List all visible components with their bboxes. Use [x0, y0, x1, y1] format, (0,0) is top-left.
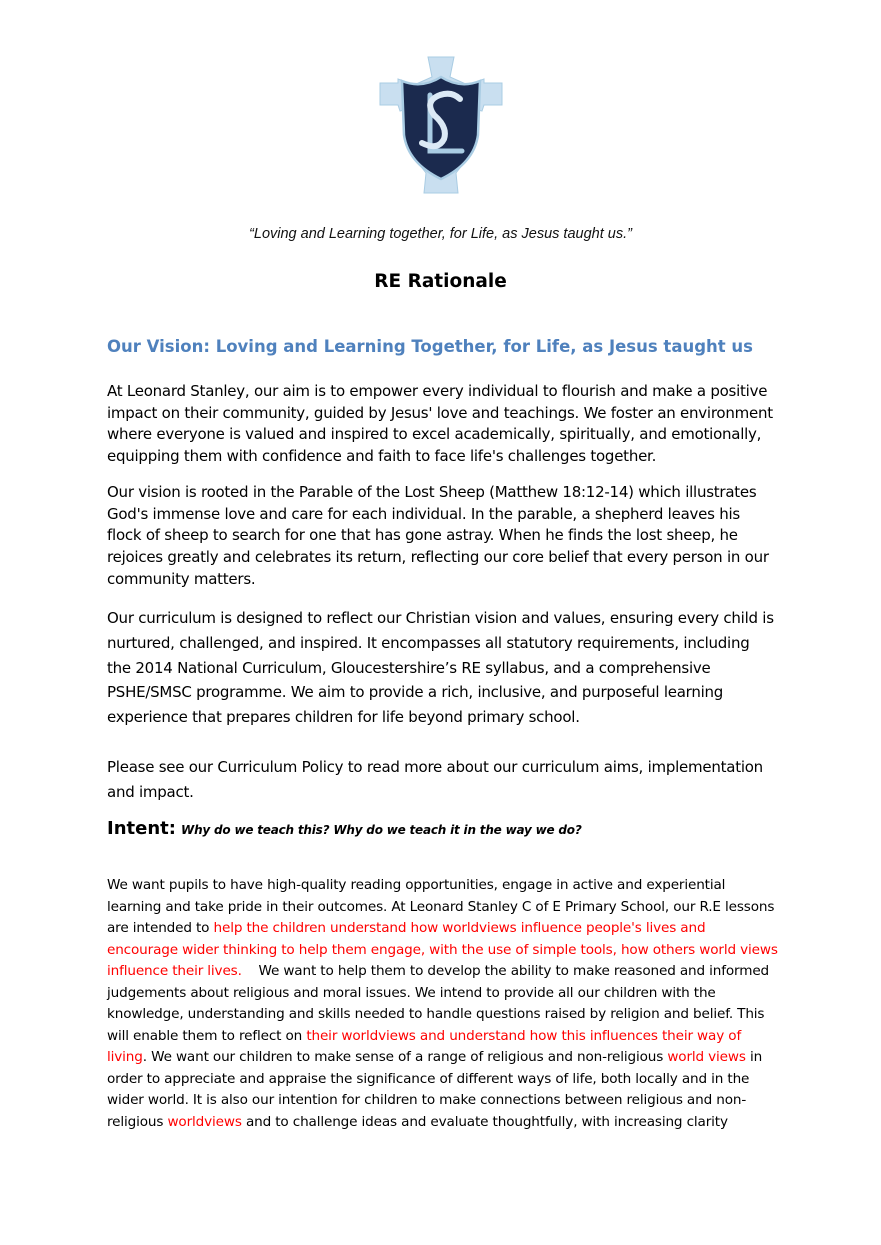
- vision-heading: Our Vision: Loving and Learning Together, for Life, as Jesus taught us: [107, 337, 753, 356]
- vision-paragraph-2: Our vision is rooted in the Parable of the Lost Sheep (Matthew 18:12-14) which illustrates God's immense love and care for each individual. In the parable, a shepherd leaves his flock of sheep to search for one that has gone astray. When he finds the lost sheep, he rejoices greatly and celebrates its return, reflecting our core belief that every person in our community matters.: [107, 483, 769, 588]
- intent-label: Intent:: [107, 818, 176, 839]
- school-motto: “Loving and Learning together, for Life, as Jesus taught us.”: [249, 226, 632, 242]
- intent-highlight: their worldviews and understand how this influences their way of living: [107, 1027, 742, 1065]
- curriculum-policy-paragraph: Please see our Curriculum Policy to read more about our curriculum aims, implementation and impact.: [107, 758, 763, 801]
- intent-paragraph: [107, 875, 779, 1133]
- intent-text: and to challenge ideas and evaluate thoughtfully, with increasing clarity: [241, 1113, 728, 1130]
- page-title: RE Rationale: [374, 271, 507, 292]
- intent-question: Why do we teach this? Why do we teach it in the way we do?: [181, 823, 582, 837]
- vision-paragraph-1: At Leonard Stanley, our aim is to empower every individual to flourish and make a positive impact on their community, guided by Jesus' love and teachings. We foster an environment where everyone is valued and inspired to excel academically, spiritually, and emotionally, equipping them with confidence and faith to face life's challenges together.: [107, 382, 773, 466]
- intent-text: We want to help them to develop the ability to make reasoned and informed judgements about religious and moral issues. We intend to provide all our children with the knowledge, understanding and skills needed to handle questions raised by religion and belief. This will enable them to reflect on: [107, 963, 774, 1044]
- intent-text: in order to appreciate and appraise the significance of different ways of life, both locally and in the wider world. It is also our intention for children to make connections between religious and non-religious: [107, 1049, 763, 1130]
- intent-heading: [107, 818, 807, 839]
- intent-highlight: world views: [667, 1049, 746, 1065]
- school-crest-icon: [378, 55, 504, 195]
- intent-text: We want pupils to have high-quality reading opportunities, engage in active and experiential learning and take pride in their outcomes. At Leonard Stanley C of E Primary School, our R.E lessons are intended to: [107, 877, 775, 936]
- intent-highlight: help the children understand how worldviews influence people's lives and encourage wider thinking to help them engage, with the use of simple tools, how others world views influence their lives.: [107, 920, 778, 979]
- curriculum-paragraph: Our curriculum is designed to reflect our Christian vision and values, ensuring every child is nurtured, challenged, and inspired. It encompasses all statutory requirements, including the 2014 National Curriculum, Gloucestershire’s RE syllabus, and a comprehensive PSHE/SMSC programme. We aim to provide a rich, inclusive, and purposeful learning experience that prepares children for life beyond primary school.: [107, 609, 774, 727]
- intent-text: . We want our children to make sense of a range of religious and non-religious: [142, 1049, 668, 1065]
- intent-highlight: worldviews: [167, 1113, 242, 1130]
